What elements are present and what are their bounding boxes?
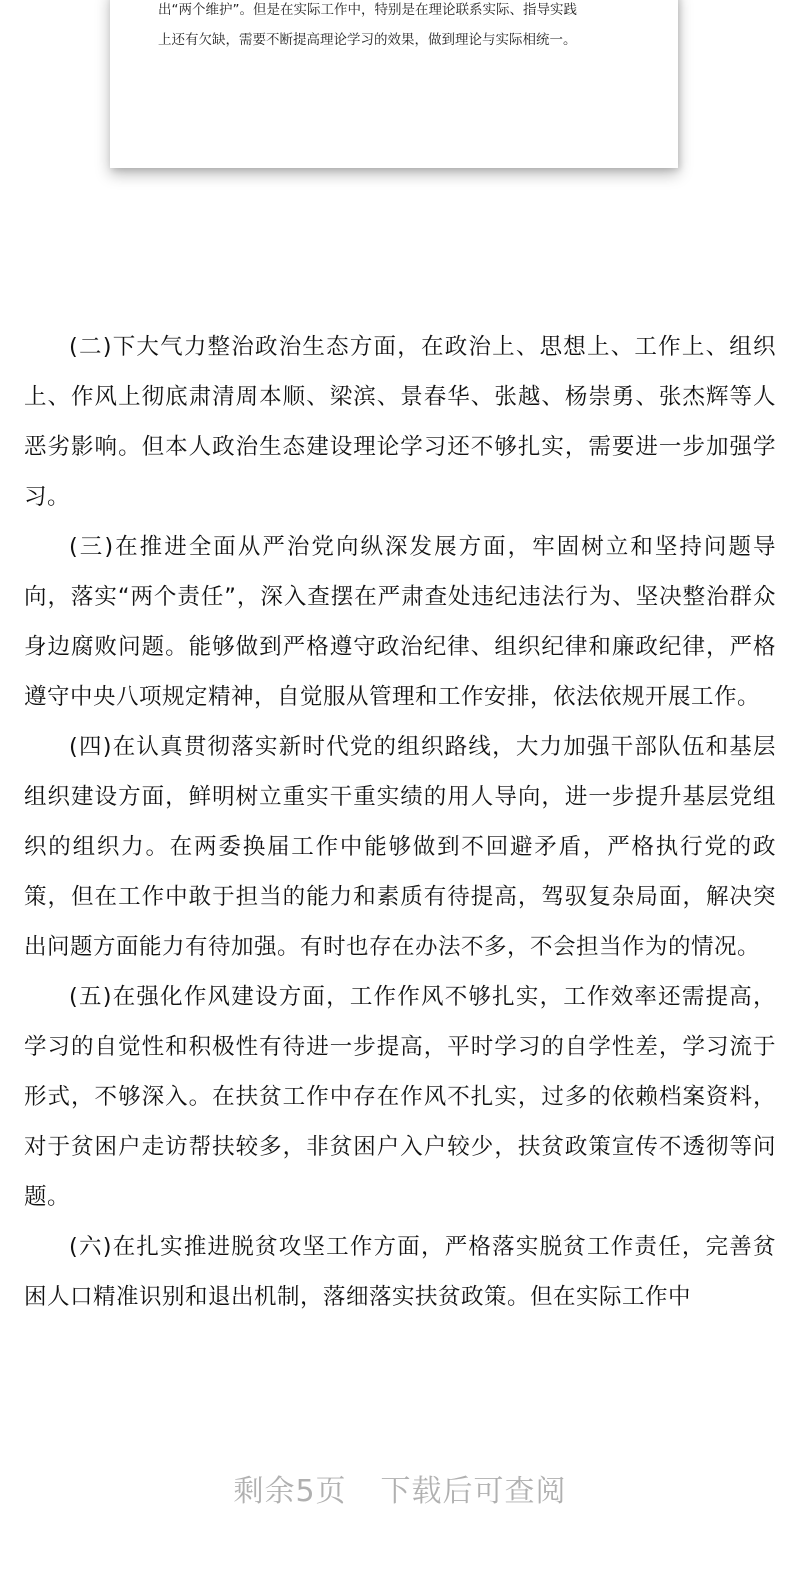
remaining-pages-label: 剩余5页 bbox=[233, 1474, 347, 1509]
paragraph-4: (四)在认真贯彻落实新时代党的组织路线，大力加强干部队伍和基层组织建设方面，鲜明树立重实干重实绩的用人导向，进一步提升基层党组织的组织力。在两委换届工作中能够做到不回避矛盾，严格执行党的政策，但在工作中敢于担当的能力和素质有待提高，驾驭复杂局面，解决突出问题方面能力有待加强。有时也存在办法不多，不会担当作为的情况。 bbox=[24, 734, 776, 960]
previous-card-line: 上还有欠缺，需要不断提高理论学习的效果，做到理论与实际相统一。 bbox=[158, 32, 577, 48]
paragraph-2: (二)下大气力整治政治生态方面，在政治上、思想上、工作上、组织上、作风上彻底肃清周本顺、梁滨、景春华、张越、杨崇勇、张杰辉等人恶劣影响。但本人政治生态建设理论学习还不够扎实，需要进一步加强学习。 bbox=[24, 334, 776, 510]
remaining-pages-banner[interactable] bbox=[0, 1464, 800, 1520]
previous-card-line: 出“两个维护”。但是在实际工作中，特别是在理论联系实际、指导实践 bbox=[158, 2, 577, 18]
paragraph-3: (三)在推进全面从严治党向纵深发展方面，牢固树立和坚持问题导向，落实“两个责任”，深入查摆在严肃查处违纪违法行为、坚决整治群众身边腐败问题。能够做到严格遵守政治纪律、组织纪律和廉政纪律，严格遵守中央八项规定精神，自觉服从管理和工作安排，依法依规开展工作。 bbox=[24, 534, 776, 710]
download-hint-label: 下载后可查阅 bbox=[380, 1474, 567, 1509]
paragraph-6: (六)在扎实推进脱贫攻坚工作方面，严格落实脱贫工作责任，完善贫困人口精准识别和退出机制，落细落实扶贫政策。但在实际工作中 bbox=[24, 1234, 776, 1310]
paragraph-5: (五)在强化作风建设方面，工作作风不够扎实，工作效率还需提高，学习的自觉性和积极性有待进一步提高，平时学习的自学性差，学习流于形式，不够深入。在扶贫工作中存在作风不扎实，过多的依赖档案资料，对于贫困户走访帮扶较多，非贫困户入户较少，扶贫政策宣传不透彻等问题。 bbox=[24, 984, 776, 1210]
previous-page-card bbox=[110, 0, 678, 168]
document-body bbox=[24, 322, 776, 1322]
